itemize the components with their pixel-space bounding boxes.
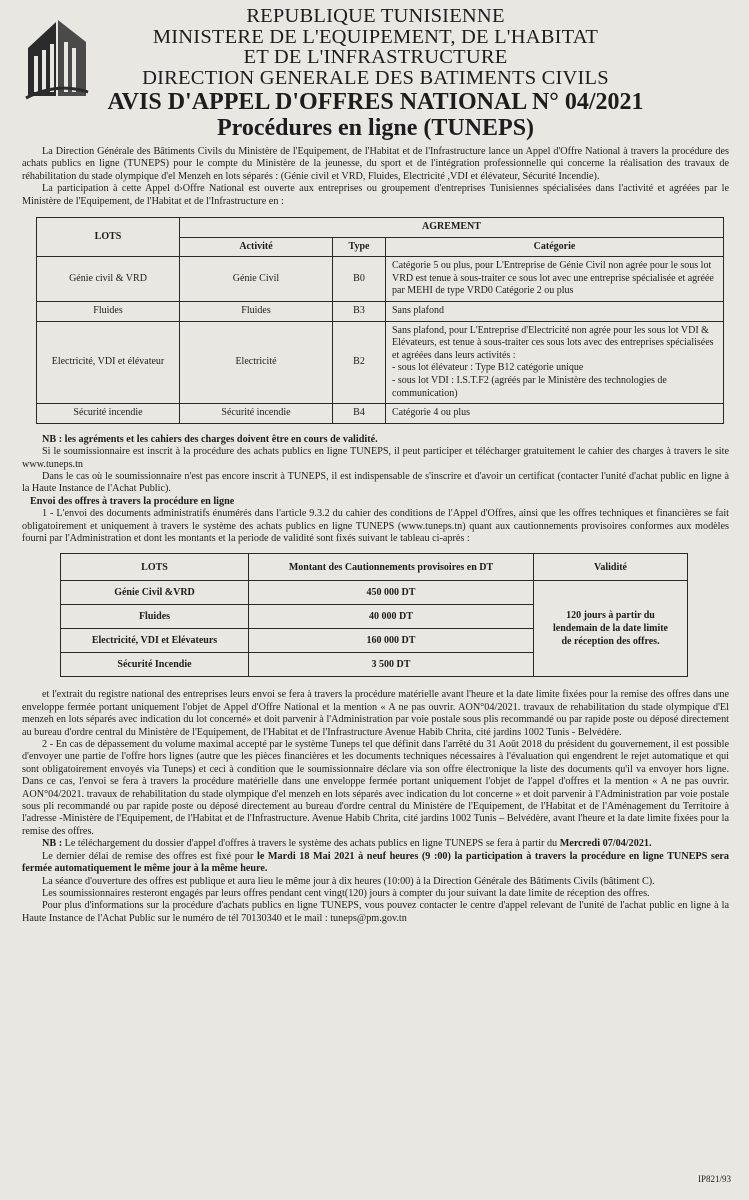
cell-montant: 450 000 DT <box>249 581 534 605</box>
cell-categorie: Sans plafond <box>386 302 724 322</box>
table-row <box>37 321 724 404</box>
conditions-section <box>22 689 729 925</box>
tuneps-unregistered-paragraph: Dans le cas où le soumissionnaire n'est pas encore inscrit à TUNEPS, il est indispensable de s'inscrire et d'avoir un certificat (contacter l'unité d'achat public en ligne à la Haute Instance de l'Achat Public). <box>22 470 729 495</box>
notice-header <box>22 6 729 140</box>
cell-montant: 160 000 DT <box>249 629 534 653</box>
agrement-table <box>36 217 724 424</box>
nb-telechargement <box>22 838 729 850</box>
cell-activite: Sécurité incendie <box>180 404 333 424</box>
contact-paragraph: Pour plus d'informations sur la procédure d'achats publics en ligne TUNEPS, vous pouvez contacter le centre d'appel relevant de l'unité de l'achat public en ligne à la Haute Instance de l'Achat Public sur le numéro de tél 70130340 et le mail : tuneps@pm.gov.tn <box>22 900 729 924</box>
cell-activite: Electricité <box>180 321 333 404</box>
deadline-bold: le Mardi 18 Mai 2021 à neuf heures (9 :00) la participation à travers la procédure en ligne TUNEPS sera fermée automatiquement le même jour à la même heure. <box>22 850 729 875</box>
envoi-paragraph-2: 2 - En cas de dépassement du volume maximal accepté par le système Tuneps tel que définit dans l'arrêté du 31 Août 2018 du président du gouvernement, il est possible d'envoyer une partie de l'offre hors lignes (autre que les pièces financières et les documents techniques nécessaires à l'évaluation qui engendrent le rejet automatique et qui sont obligatoirement envoyés via Tuneps) et ceci à condition que le soumissionnaire déclare via son offre électronique la liste des documents qu'il va envoyer hors ligne. Dans ce cas, l'envoi se fera à travers la procédure matérielle dans une enveloppe fermée portant uniquement l'objet de l'appel d'offres et la mention « A ne pas ouvrir. AON°04/2021. travaux de rehabilitation du stade olympique d'el menzeh en lots séparés avec indication du lot concerne » et doit parvenir à l'Administration par voie postale sous pli recommandé ou par rapide poste ou déposé directement au bureau d'ordre central du Ministère de l'Equipement, de l'Habitat et de l'Aménagement du Territoire à l'adresse -Ministère de l'Equipement, de l'Habitat et de l'Infrastructure. Avenue Habib Chrita, cité jardins 1002 Tunis – Belvédère, avant l'heure et la date limite fixées pour la remise des offres. <box>22 739 729 837</box>
envoi-paragraph-extrait: et l'extrait du registre national des entreprises leurs envoi se fera à travers la procédure matérielle avant l'heure et la date limite fixées pour la remise des offres dans une enveloppe fermée portant uniquement l'objet de Appel d'Offre National et la mention « A ne pas ouvrir. AON°04/2021. travaux de rehabilitation du stade olympique d'El menzeh en lots séparés avec indication du lot concerné» et doit parvenir à l'Administration par voie postale sous plis recommandé ou par rapide poste ou déposé directement au bureau d'ordre central du Ministère de l'Equipement, de l'Habitat et de l'Infrastructure Avenue Habib Chrita, cité jardins 1002 Tunis - Belvédère. <box>22 689 729 738</box>
nb-label: NB : <box>42 838 63 850</box>
table-row <box>37 404 724 424</box>
cell-lot: Génie civil & VRD <box>37 257 180 302</box>
tuneps-registered-paragraph: Si le soumissionnaire est inscrit à la procédure des achats publics en ligne TUNEPS, il peut participer et télécharger gratuitement le cahier des charges à travers le site www.tuneps.tn <box>22 446 729 470</box>
col-categorie: Catégorie <box>386 237 724 257</box>
col-validite: Validité <box>534 554 688 581</box>
cell-activite: Fluides <box>180 302 333 322</box>
reference-code: IP821/93 <box>697 1174 731 1184</box>
intro-paragraph-1: La Direction Générale des Bâtiments Civils du Ministère de l'Equipement, de l'Habitat et de l'Infrastructure lance un Appel d'Offre National à travers la procédure des achats publics en ligne (TUNEPS) pour le compte du Ministère de la jeunesse, du sport et de l'intégration professionnelle qui concerne la réalisation des travaux de réhabilitation du stade olympique d'el Menzeh en lots séparés : (Génie civil et VRD, Fluides, Electricité ,VDI et élévateur, Sécurité Incendie). <box>22 146 729 182</box>
cell-activite: Génie Civil <box>180 257 333 302</box>
envoi-title: Envoi des offres à travers la procédure en ligne <box>30 495 235 507</box>
intro-paragraph-2: La participation à cette Appel d›Offre National est ouverte aux entreprises ou groupement d'entreprises Tunisiennes spécialisées dans l'activité et agréées par le Ministère de l'Equipement, de l'Habitat et de l'Infrastructure en : <box>22 183 729 207</box>
categorie-item: - sous lot élévateur : Type B12 catégorie unique <box>392 362 584 374</box>
table-row <box>61 581 688 605</box>
deadline-pre: Le dernier délai de remise des offres est fixé pour <box>42 850 254 862</box>
col-agrement: AGREMENT <box>180 218 724 238</box>
cell-lot: Fluides <box>37 302 180 322</box>
cell-categorie: Catégorie 5 ou plus, pour L'Entreprise de Génie Civil non agrée pour le sous lot VRD est tenue à sous-traiter ce sous lot avec une entreprise spécialisée et agréée par MEHI de type VRD0 Catégorie 2 ou plus <box>386 257 724 302</box>
table-row <box>37 302 724 322</box>
deadline-paragraph <box>22 851 729 876</box>
header-ministry: MINISTERE DE L'EQUIPEMENT, DE L'HABITAT <box>152 25 599 48</box>
cell-lot: Electricité, VDI et élévateur <box>37 321 180 404</box>
envoi-paragraph-1: 1 - L'envoi des documents administratifs énumérés dans l'article 9.3.2 du cahier des conditions de l'Appel d'Offres, ainsi que les offres techniques et financières se fait obligatoirement et uniquement à travers le système des achats publics en ligne TUNEPS (www.tuneps.tn) quant aux cautionnements provisoires conformes aux modèles fourni par l'Administration et dont les montants et la periode de validité sont fixés suivant le tableau ci-après : <box>22 508 729 544</box>
cell-lot: Génie Civil &VRD <box>61 581 249 605</box>
cell-lot: Electricité, VDI et Elévateurs <box>61 629 249 653</box>
cell-lot: Sécurité Incendie <box>61 653 249 677</box>
categorie-text: Sans plafond, pour L'Entreprise d'Electricité non agrée pour les sous lot VDI & Elévateurs, est tenue à sous-traiter ces sous lots avec des entreprises spécialisées et agréées dans leurs activités : <box>392 324 714 361</box>
intro-section <box>22 146 729 208</box>
cell-montant: 3 500 DT <box>249 653 534 677</box>
table-row <box>37 257 724 302</box>
col-montant: Montant des Cautionnements provisoires en DT <box>249 554 534 581</box>
col-activite: Activité <box>180 237 333 257</box>
nb-agrements: NB : les agréments et les cahiers des charges doivent être en cours de validité. <box>42 433 378 445</box>
cell-type: B0 <box>333 257 386 302</box>
header-country: REPUBLIQUE TUNISIENNE <box>246 5 505 27</box>
notice-subtitle: Procédures en ligne (TUNEPS) <box>216 115 535 141</box>
cell-lot: Fluides <box>61 605 249 629</box>
participation-section <box>22 434 729 546</box>
cell-categorie: Catégorie 4 ou plus <box>386 404 724 424</box>
nb-date: Mercredi 07/04/2021. <box>559 838 652 850</box>
ouverture-paragraph: La séance d'ouverture des offres est publique et aura lieu le même jour à dix heures (10:00) à la Direction Générale des Bâtiments Civils (bâtiment C). <box>42 875 655 887</box>
cell-type: B3 <box>333 302 386 322</box>
header-direction: DIRECTION GENERALE DES BATIMENTS CIVILS <box>142 66 609 89</box>
col-type: Type <box>333 237 386 257</box>
nb-text: Le téléchargement du dossier d'appel d'offres à travers le système des achats publics en ligne TUNEPS se fera à partir du <box>64 838 558 850</box>
col-lots: LOTS <box>61 554 249 581</box>
header-ministry-cont: ET DE L'INFRASTRUCTURE <box>243 46 508 68</box>
cell-lot: Sécurité incendie <box>37 404 180 424</box>
cell-categorie <box>386 321 724 404</box>
cell-type: B4 <box>333 404 386 424</box>
col-lots: LOTS <box>37 218 180 257</box>
cell-montant: 40 000 DT <box>249 605 534 629</box>
cell-type: B2 <box>333 321 386 404</box>
ministry-logo-icon <box>22 12 92 102</box>
engagement-paragraph: Les soumissionnaires resteront engagés par leurs offres pendant cent vingt(120) jours à compter du jour suivant la date limite de réception des offres. <box>42 887 650 899</box>
categorie-item: - sous lot VDI : I.S.T.F2 (agréés par le Ministère des technologies de communication) <box>392 374 667 399</box>
cautionnement-table <box>60 553 688 677</box>
cell-validite: 120 jours à partir du lendemain de la date limite de réception des offres. <box>534 581 688 677</box>
notice-title: AVIS D'APPEL D'OFFRES NATIONAL N° 04/2021 <box>107 89 644 115</box>
